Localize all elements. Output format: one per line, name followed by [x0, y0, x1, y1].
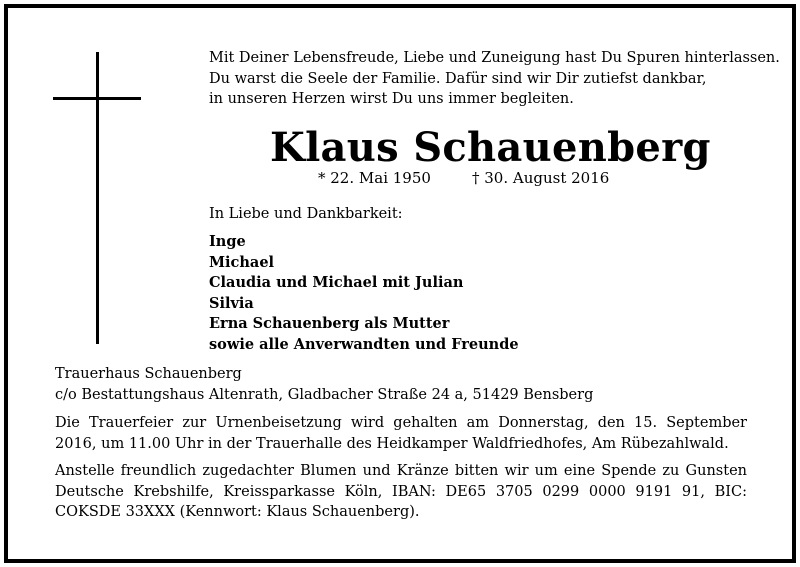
- memorial-poem: [209, 48, 789, 110]
- cross-icon-bar: [53, 97, 141, 100]
- cross-icon: [96, 52, 99, 344]
- funeral-notice: Die Trauerfeier zur Urnenbeisetzung wird gehalten am Donnerstag, den 15. September 2016, um 11.00 Uhr in der Trauerhalle des Heidkamper Waldfriedhofes, Am Rübezahlwald.: [55, 415, 747, 452]
- mourning-house-address: [55, 364, 593, 405]
- mourners-intro: In Liebe und Dankbarkeit:: [209, 206, 403, 222]
- address-line: Trauerhaus Schauenberg: [55, 366, 242, 382]
- deceased-name: Klaus Schauenberg: [270, 124, 711, 171]
- address-line: c/o Bestattungshaus Altenrath, Gladbacher Straße 24 a, 51429 Bensberg: [55, 386, 594, 403]
- donation-request: Anstelle freundlich zugedachter Blumen und Kränze bitten wir um eine Spende zu Gunsten Deutsche Krebshilfe, Kreissparkasse Köln, IBAN: DE65 3705 0299 0000 9191 91, BIC: COKSDE 33XXX (Kennwort: Klaus Schauenberg).: [55, 463, 747, 520]
- poem-line: Du warst die Seele der Familie. Dafür sind wir Dir zutiefst dankbar,: [209, 70, 707, 87]
- birth-date: * 22. Mai 1950: [318, 169, 431, 187]
- poem-line: Mit Deiner Lebensfreude, Liebe und Zuneigung hast Du Spuren hinterlassen.: [209, 50, 780, 66]
- mourner-name: Erna Schauenberg als Mutter: [209, 315, 450, 332]
- death-date: † 30. August 2016: [472, 169, 610, 187]
- mourners-list: [209, 232, 519, 355]
- poem-line: in unseren Herzen wirst Du uns immer begleiten.: [209, 91, 574, 107]
- mourner-name: Silvia: [209, 294, 254, 312]
- mourner-name: Claudia und Michael mit Julian: [209, 274, 464, 291]
- mourner-name: Michael: [209, 253, 275, 271]
- mourner-name: sowie alle Anverwandten und Freunde: [209, 335, 519, 353]
- mourner-name: Inge: [209, 233, 246, 250]
